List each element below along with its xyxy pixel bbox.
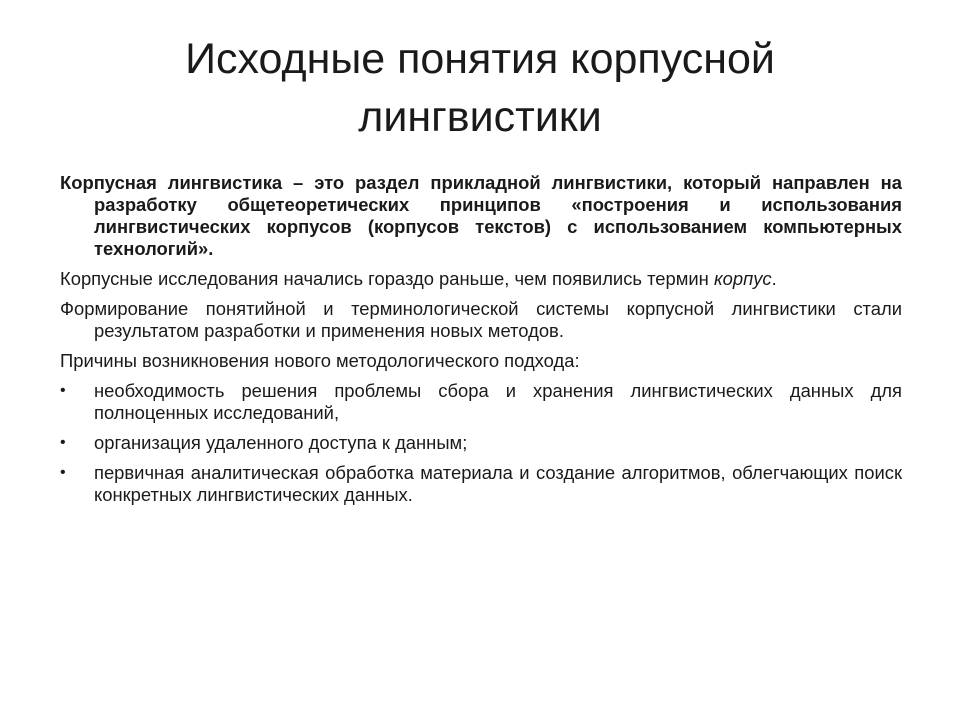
- bullet-icon: •: [60, 434, 66, 451]
- reason-item-2: [60, 432, 902, 454]
- definition-paragraph: Корпусная лингвистика – это раздел прикладной лингвистики, который направлен на разработку общетеоретических принципов «построения и использования лингвистических корпусов (корпусов текстов) с использованием компьютерных технологий».: [60, 172, 902, 259]
- slide-title: Исходные понятия корпусной лингвистики: [185, 35, 775, 141]
- slide-content: [60, 172, 902, 514]
- reason-item-1: [60, 380, 902, 424]
- reason-item-3: [60, 462, 902, 506]
- bullet-icon: •: [60, 464, 66, 481]
- research-start-paragraph: [60, 268, 902, 290]
- reason-text-2: организация удаленного доступа к данным;: [94, 432, 468, 453]
- formation-paragraph: Формирование понятийной и терминологической системы корпусной лингвистики стали результатом разработки и применения новых методов.: [60, 298, 902, 341]
- reasons-heading: Причины возникновения нового методологического подхода:: [60, 350, 580, 371]
- bullet-icon: •: [60, 382, 66, 399]
- research-start-end: .: [771, 268, 777, 289]
- reason-text-1: необходимость решения проблемы сбора и хранения лингвистических данных для полноценных исследований,: [94, 380, 902, 423]
- research-start-text: Корпусные исследования начались гораздо раньше, чем появились термин: [60, 268, 714, 289]
- reason-text-3: первичная аналитическая обработка материала и создание алгоритмов, облегчающих поиск конкретных лингвистических данных.: [94, 462, 902, 505]
- term-corpus: корпус: [713, 268, 772, 289]
